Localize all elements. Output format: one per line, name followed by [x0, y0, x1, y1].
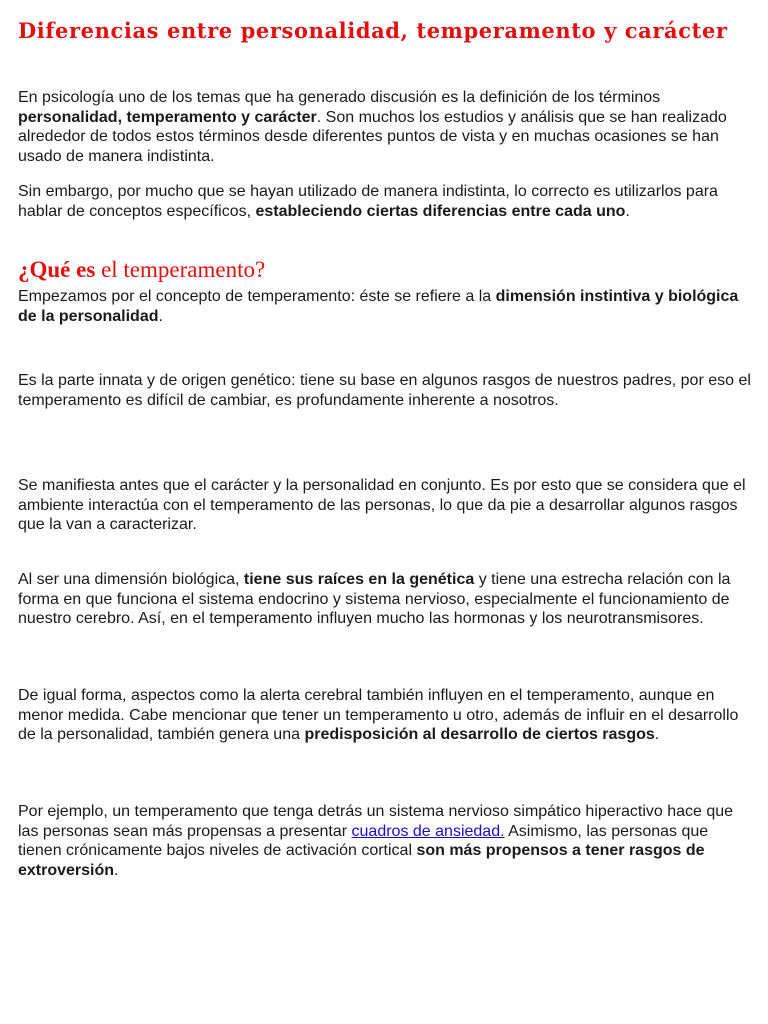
anxiety-link[interactable]: cuadros de ansiedad.	[351, 822, 505, 840]
text-run: En psicología uno de los temas que ha generado discusión es la definición de los términos	[18, 89, 661, 106]
text-run: .	[114, 861, 119, 879]
text-run: Sin embargo, por mucho que se hayan utilizado de manera indistinta, lo correcto es utilizarlos para hablar de conceptos específicos,	[18, 183, 718, 220]
section-paragraph-6	[18, 802, 752, 880]
text-run: .	[654, 726, 660, 743]
heading-bold-part: ¿Qué es	[18, 257, 96, 282]
bold-text: dimensión instintiva y biológica de la personalidad	[18, 288, 739, 325]
section-heading	[18, 257, 265, 283]
text-run: .	[158, 307, 163, 325]
page-title: Diferencias entre personalidad, temperamento y carácter	[18, 18, 728, 43]
text-run: Por ejemplo, un temperamento que tenga detrás un sistema nervioso simpático hiperactivo hace que las personas sean más propensas a presentar	[18, 803, 734, 840]
text-run: . Son muchos los estudios y análisis que se han realizado alrededor de todos estos términos desde diferentes puntos de vista y en muchas ocasiones se han usado de manera indistinta.	[18, 108, 727, 165]
text-run: Asimismo, las personas que tienen crónicamente bajos niveles de activación cortical	[18, 822, 709, 859]
section-paragraph-4	[18, 570, 752, 629]
text-run: De igual forma, aspectos como la alerta cerebral también influyen en el temperamento, aunque en menor medida. Cabe mencionar que tener un temperamento u otro, además de influir en el desarrollo de la personalidad, también genera una	[18, 687, 739, 743]
text-run: y tiene una estrecha relación con la forma en que funciona el sistema endocrino y sistema nervioso, especialmente el funcionamiento de nuestro cerebro. Así, en el temperamento influyen mucho las hormonas y los neurotransmisores.	[18, 571, 731, 627]
section-paragraph-1	[18, 287, 752, 326]
bold-text: estableciendo ciertas diferencias entre cada uno	[255, 202, 626, 220]
bold-text: personalidad, temperamento y carácter	[18, 108, 317, 126]
intro-paragraph-2	[18, 182, 752, 221]
text-run: .	[625, 202, 630, 220]
bold-text: son más propensos a tener rasgos de extroversión	[18, 842, 705, 879]
text-run: Empezamos por el concepto de temperamento: éste se refiere a la	[18, 288, 496, 305]
intro-paragraph-1	[18, 88, 752, 166]
heading-rest-part: el temperamento?	[95, 257, 266, 282]
bold-text: tiene sus raíces en la genética	[243, 571, 475, 588]
section-paragraph-2: Es la parte innata y de origen genético: tiene su base en algunos rasgos de nuestros padres, por eso el temperamento es difícil de cambiar, es profundamente inherente a nosotros.	[18, 372, 751, 409]
text-run: Al ser una dimensión biológica,	[18, 571, 244, 588]
section-paragraph-3: Se manifiesta antes que el carácter y la personalidad en conjunto. Es por esto que se considera que el ambiente interactúa con el temperamento de las personas, lo que da pie a desarrollar algunos rasgos que la van a caracterizar.	[18, 477, 746, 533]
section-paragraph-5	[18, 686, 752, 745]
bold-text: predisposición al desarrollo de ciertos rasgos	[304, 726, 655, 743]
